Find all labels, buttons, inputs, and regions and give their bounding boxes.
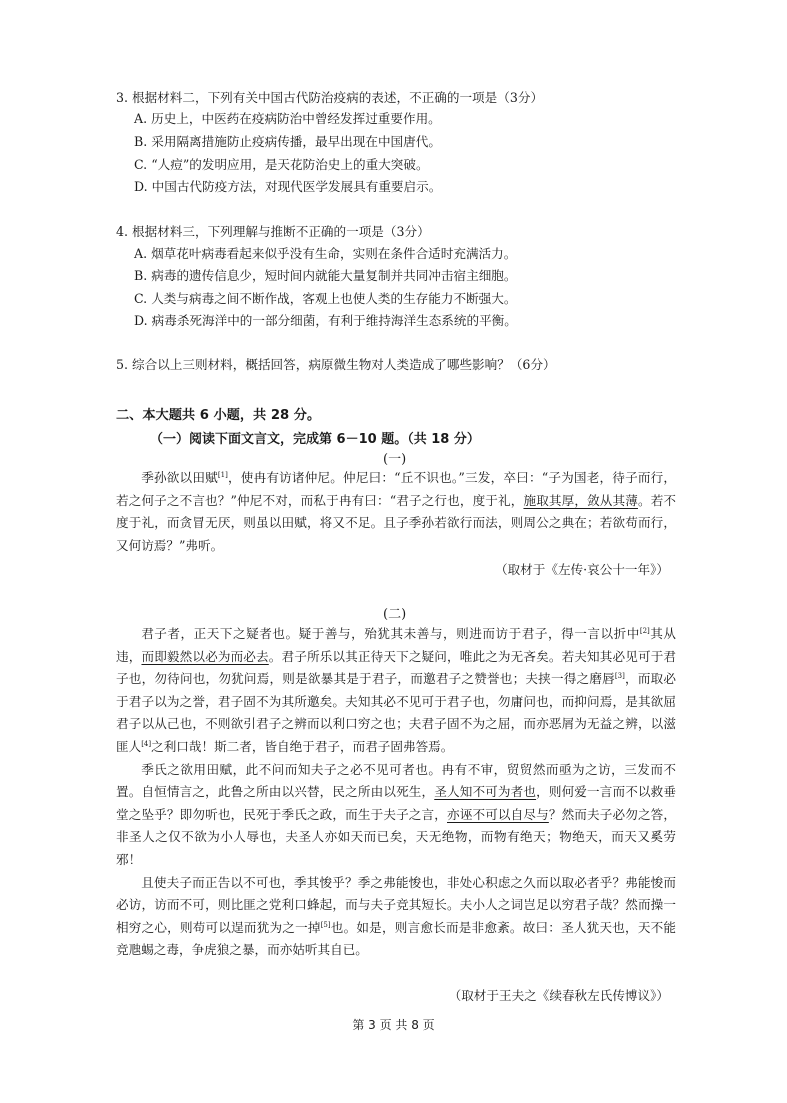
- passage-text: 其从违，: [116, 626, 677, 664]
- passage-text: 。君子所乐以其正待天下之疑问，唯此之为无吝矣。若夫知其必见可于君子也，勿待问也，勿犹问焉，则是欲暴其是于君子，而邀君子之赞誉也；夫挟一得之磨唇: [116, 648, 677, 687]
- footnote-marker: [3]: [614, 672, 625, 681]
- underlined-phrase: 圣人知不可为者也: [434, 784, 537, 800]
- passage-text: 之利口哉！斯二者，皆自绝于君子，而君子固弗答焉。: [151, 738, 454, 754]
- passage-2-paragraph-1: [116, 623, 676, 759]
- passage-2: [116, 623, 676, 962]
- passage-1-paragraph: [116, 467, 676, 557]
- passage-text: 且使夫子而正告以不可也，季其悛乎？季之弗能悛也，非处心积虑之久而以取必者乎？弗能悛而必访，访而不可，则比匪之党利口蜂起，而与夫子竞其短长。夫小人之词岂足以穷君子哉？然而操一相穷之心，则苟可以逞而犹为之一掉: [116, 874, 676, 935]
- passage-text: 季孙欲以田赋: [141, 470, 218, 485]
- passage-text: ，使冉有访诸仲尼。仲尼曰：“丘不识也。”三发，卒曰：“子为国老，待子而行，若之何子之不言也？”仲尼不对，而私于冉有曰：“君子之行也，度于礼，: [116, 470, 677, 508]
- question-4-option-b: B. 病毒的遗传信息少，短时间内就能大量复制并共同冲击宿主细胞。: [134, 268, 517, 283]
- question-4-option-a: A. 烟草花叶病毒看起来似乎没有生命，实则在条件合适时充满活力。: [134, 246, 517, 261]
- footnote-marker: [4]: [141, 739, 152, 748]
- passage-1: [116, 467, 676, 557]
- passage-2-source: （取材于王夫之《续春秋左氏传博议》）: [448, 988, 669, 1003]
- page-number: 第 3 页 共 8 页: [352, 1018, 435, 1032]
- passage-text: 君子者，正天下之疑者也。疑于善与，殆犹其未善与，则进而访于君子，得一言以折中: [141, 626, 640, 641]
- passage-2-title: (二): [383, 607, 407, 622]
- question-4-stem: 4. 根据材料三，下列理解与推断不正确的一项是（3分）: [116, 224, 430, 239]
- question-3-option-c: C. “人痘”的发明应用，是天花防治史上的重大突破。: [134, 157, 429, 172]
- passage-text: ？然而夫子必勿之答，非圣人之仅不欲为小人辱也，夫圣人亦如天而已矣，天无绝物，而物有绝天；物绝天，而天又奚劳邪！: [116, 806, 677, 867]
- section-2-subheading: （一）阅读下面文言文，完成第 6－10 题。（共 18 分）: [150, 432, 480, 447]
- underlined-phrase: 施取其厚，敛从其薄: [523, 492, 638, 508]
- underlined-phrase: 亦诬不可以自尽与: [447, 806, 549, 822]
- section-2-heading: 二、本大题共 6 小题，共 28 分。: [116, 408, 321, 423]
- question-3-option-b: B. 采用隔离措施防止疫病传播，最早出现在中国唐代。: [134, 134, 441, 149]
- passage-text: ，而取必于君子以为之誉，君子固不为其所邀矣。夫知其必不见可于君子也，勿庸问也，而抑问焉，是其欲屈君子以从己也，不则欲引君子之辨而以利口穷之也；夫君子固不为之屈，而亦恶屑为无益之辨，以滋匪人: [116, 671, 677, 754]
- passage-text: 。若不度于礼，而贪冒无厌，则虽以田赋，将又不足。且子季孙若欲行而法，则周公之典在；若欲苟而行，又何访焉？”弗听。: [116, 492, 677, 553]
- passage-text: ，则何爱一言而不以救垂堂之坠乎？即勿听也，民死于季氏之政，而生于夫子之言，: [116, 784, 677, 822]
- question-4-option-d: D. 病毒杀死海洋中的一部分细菌，有利于维持海洋生态系统的平衡。: [134, 313, 517, 328]
- passage-1-source: （取材于《左传·哀公十一年》）: [494, 562, 669, 577]
- question-3-stem: 3. 根据材料二，下列有关中国古代防治疫病的表述，不正确的一项是（3分）: [116, 90, 544, 105]
- footnote-marker: [2]: [639, 627, 650, 635]
- passage-text: 也。如是，则言愈长而是非愈紊。故曰：圣人犹天也，天不能竞虺蜴之毒，争虎狼之暴，而亦姑听其自已。: [116, 919, 677, 958]
- question-3-option-d: D. 中国古代防疫方法，对现代医学发展具有重要启示。: [134, 179, 442, 194]
- underlined-phrase: 而即毅然以必为而必去: [141, 648, 269, 664]
- passage-text: 季氏之欲用田赋，此不问而知夫子之必不见可者也。冉有不审，贸贸然而亟为之访，三发而不置。自恒情言之，此鲁之所由以兴替，民之所由以死生，: [116, 761, 676, 800]
- passage-1-title: (一): [383, 452, 407, 467]
- question-4-option-c: C. 人类与病毒之间不断作战，客观上也使人类的生存能力不断强大。: [134, 291, 517, 306]
- passage-2-paragraph-2: [116, 759, 676, 872]
- passage-2-paragraph-3: [116, 872, 676, 962]
- question-3-option-a: A. 历史上，中医药在疫病防治中曾经发挥过重要作用。: [134, 111, 441, 126]
- footnote-marker: [1]: [217, 471, 228, 479]
- footnote-marker: [5]: [320, 920, 331, 929]
- question-5-stem: 5. 综合以上三则材料，概括回答，病原微生物对人类造成了哪些影响？（6分）: [116, 357, 556, 372]
